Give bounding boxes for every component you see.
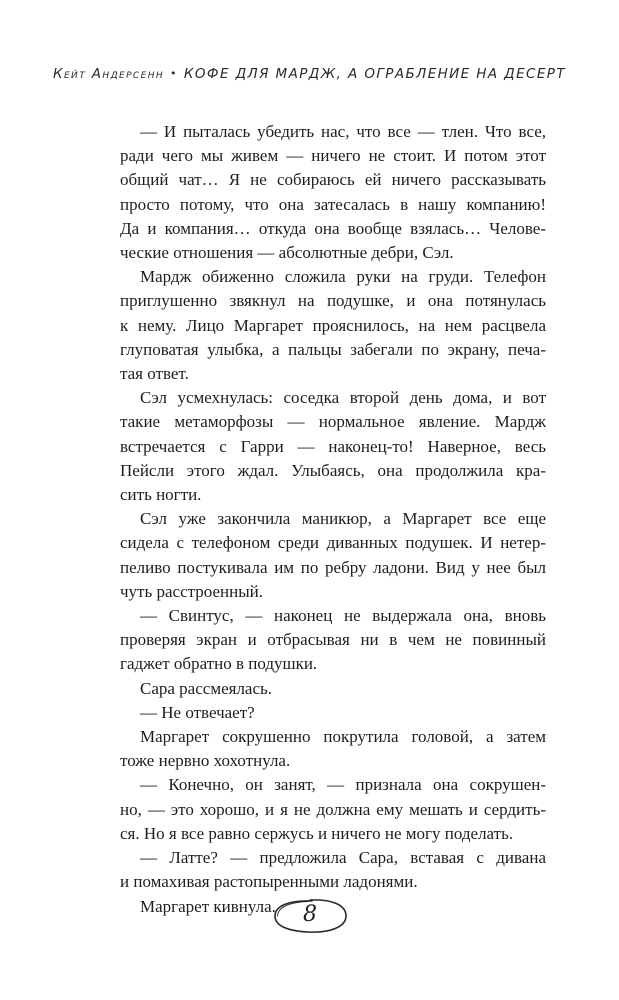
text-line: и помахивая растопыренными ладонями. (120, 872, 418, 892)
text-line: — Не отвечает? (140, 702, 255, 722)
text-line: чуть расстроенный. (120, 581, 263, 601)
header-book-title: КОФЕ ДЛЯ МАРДЖ, А ОГРАБЛЕНИЕ НА ДЕСЕРТ (183, 66, 566, 82)
text-line: Маргарет кивнула. (140, 896, 276, 916)
text-line: Мардж обиженно сложила руки на груди. Телефон (140, 267, 546, 287)
text-line: встречается с Гарри — наконец-то! Наверное, весь (120, 436, 546, 456)
text-line: проверяя экран и отбрасывая ни в чем не повинный (120, 630, 546, 650)
text-line: пеливо постукивала им по ребру ладони. Вид у нее был (120, 557, 546, 577)
header-separator: • (170, 67, 178, 80)
text-line: — И пыталась убедить нас, что все — тлен. Что все, (140, 122, 546, 141)
text-line: но, — это хорошо, и я не должна ему мешать и сердить- (120, 799, 546, 819)
text-line: Пейсли этого ждал. Улыбаясь, она продолжила кра- (120, 460, 546, 480)
page-number-badge (270, 896, 350, 936)
text-line: Сара рассмеялась. (140, 678, 273, 698)
text-line: Да и компания… откуда она вообще взялась… Челове- (120, 218, 546, 238)
text-line: ческие отношения — абсолютные дебри, Сэл. (120, 243, 454, 263)
body-text (120, 120, 546, 919)
text-line: ради чего мы живем — ничего не стоит. И потом этот (120, 146, 546, 166)
running-header (0, 66, 619, 82)
text-line: сидела с телефоном среди диванных подушек. И нетер- (120, 533, 546, 553)
text-line: сить ногти. (120, 485, 202, 505)
text-line: — Конечно, он занят, — признала она сокрушен- (140, 775, 546, 795)
text-line: глуповатая улыбка, а пальцы забегали по экрану, печа- (120, 339, 546, 359)
text-line: тая ответ. (120, 364, 189, 384)
text-line: Сэл уже закончила маникюр, а Маргарет все еще (140, 509, 546, 529)
text-line: просто потому, что она затесалась в нашу компанию! (120, 194, 546, 214)
text-line: — Свинтус, — наконец не выдержала она, вновь (140, 606, 546, 626)
text-line: приглушенно звякнул на подушке, и она потянулась (120, 291, 546, 311)
text-line: Сэл усмехнулась: соседка второй день дома, и вот (140, 388, 546, 408)
text-line: гаджет обратно в подушки. (120, 654, 318, 674)
page-number: 8 (303, 902, 317, 927)
text-line: к нему. Лицо Маргарет прояснилось, на нем расцвела (120, 315, 546, 335)
text-line: общий чат… Я не собираюсь ей ничего рассказывать (120, 170, 546, 190)
text-line: такие метаморфозы — нормальное явление. Мардж (120, 412, 546, 432)
text-line: тоже нервно хохотнула. (120, 751, 291, 771)
text-line: — Латте? — предложила Сара, вставая с дивана (140, 848, 546, 868)
text-line: Маргарет сокрушенно покрутила головой, а затем (140, 727, 546, 747)
header-author: Кейт Андерсенн (52, 66, 165, 82)
text-line: ся. Но я все равно сержусь и ничего не могу поделать. (120, 823, 514, 843)
